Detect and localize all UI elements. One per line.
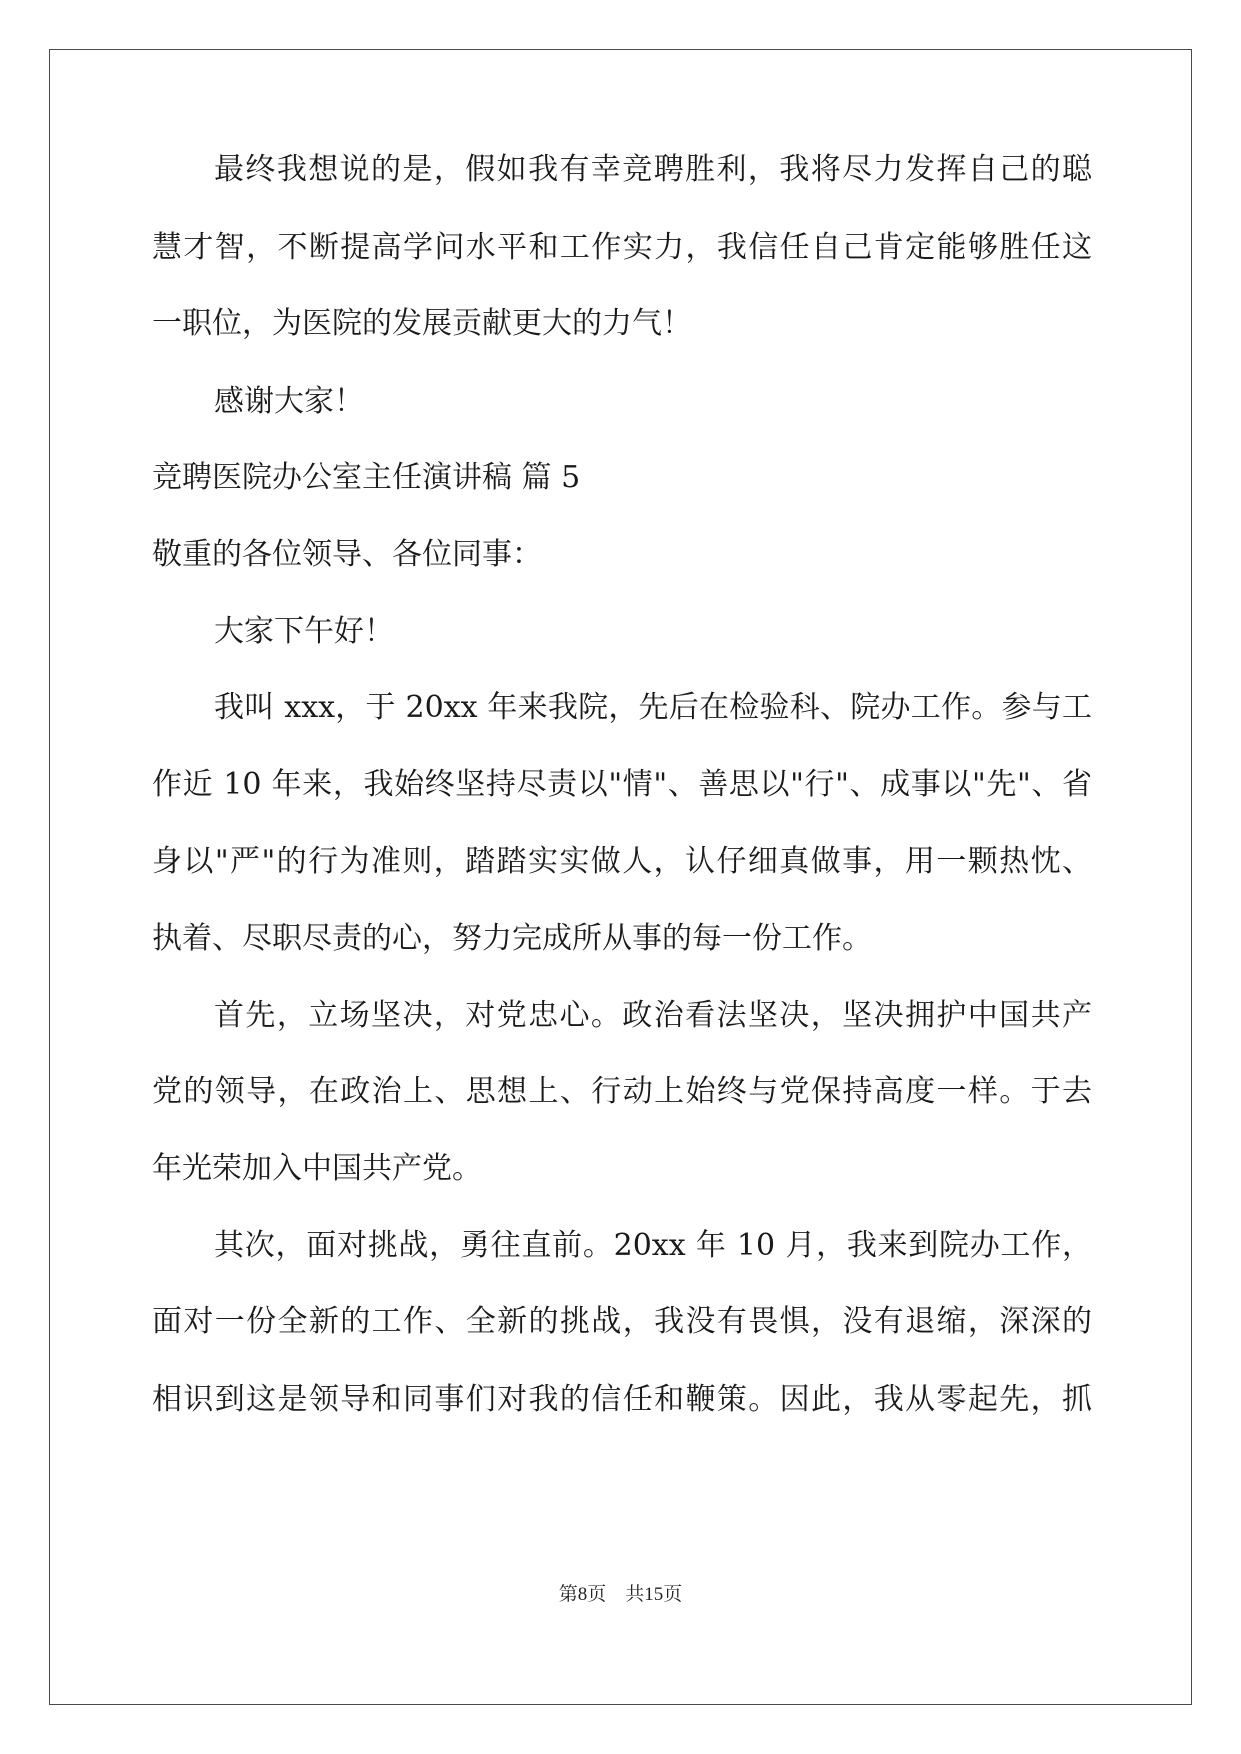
text-line: 首先，立场坚决，对党忠心。政治看法坚决，坚决拥护中国共产 <box>214 998 1092 1033</box>
page-number-suffix: 页 <box>663 1583 683 1605</box>
text-line: 一职位，为医院的发展贡献更大的力气！ <box>152 306 692 341</box>
text-line: 身以"严"的行为准则，踏踏实实做人，认仔细真做事，用一颗热忱、 <box>152 844 1092 879</box>
page-number <box>0 1580 1241 1608</box>
text-line: 我叫 xxx，于 20xx 年来我院，先后在检验科、院办工作。参与工 <box>214 690 1092 725</box>
text-line: 执着、尽职尽责的心，努力完成所从事的每一份工作。 <box>152 921 872 956</box>
text-line: 慧才智，不断提高学问水平和工作实力，我信任自己肯定能够胜任这 <box>152 230 1092 265</box>
page-number-prefix: 第 <box>558 1583 578 1605</box>
text-line: 最终我想说的是，假如我有幸竞聘胜利，我将尽力发挥自己的聪 <box>214 152 1092 187</box>
greeting-line: 大家下午好！ <box>214 614 394 649</box>
text-line: 其次，面对挑战，勇往直前。20xx 年 10 月，我来到院办工作， <box>214 1228 1092 1263</box>
salutation: 敬重的各位领导、各位同事： <box>152 537 542 572</box>
text-line: 面对一份全新的工作、全新的挑战，我没有畏惧，没有退缩，深深的 <box>152 1304 1092 1339</box>
total-pages: 15 <box>644 1584 664 1605</box>
closing-line: 感谢大家！ <box>214 384 364 419</box>
text-line: 党的领导，在政治上、思想上、行动上始终与党保持高度一样。于去 <box>152 1074 1092 1109</box>
section-heading: 竞聘医院办公室主任演讲稿 篇 5 <box>152 460 581 495</box>
text-line: 作近 10 年来，我始终坚持尽责以"情"、善思以"行"、成事以"先"、省 <box>152 767 1092 802</box>
current-page: 8 <box>577 1584 588 1605</box>
text-line: 相识到这是领导和同事们对我的信任和鞭策。因此，我从零起先，抓 <box>152 1382 1092 1417</box>
page-number-mid: 页 共 <box>587 1583 645 1605</box>
text-line: 年光荣加入中国共产党。 <box>152 1151 482 1186</box>
